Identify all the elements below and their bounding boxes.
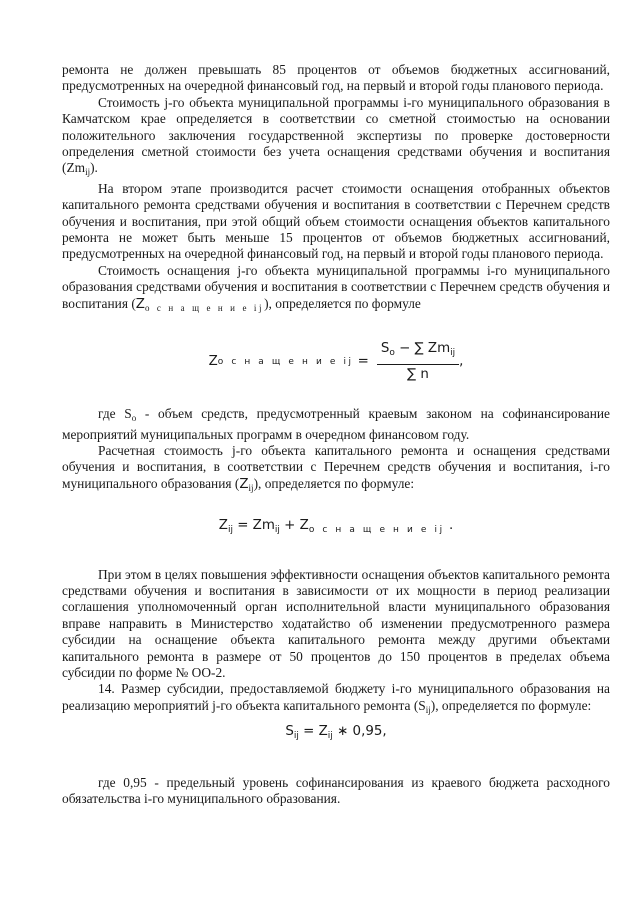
paragraph-cofinancing-level: где 0,95 - предельный уровень софинансирования из краевого бюджета расходного обязательства i-го муниципального образования.: [62, 774, 610, 806]
paragraph-estimated-cost: Расчетная стоимость j-го объекта капитального ремонта и оснащения средствами обучения и воспитания, в соответствии с Перечнем средств обучения и воспитания, i-го муниципального образования $(Z_{ij})$, определяется по формуле:: [62, 442, 610, 493]
formula-subsidy: $S_{ij} = Z_{ij}$ ∗ 0,95,: [285, 724, 387, 742]
paragraph-object-cost: Стоимость j-го объекта муниципальной программы i-го муниципального образования в Камчатском крае определяется в соответствии со сметной стоимостью на основании положительного заключения государственной экспертизы по проверке достоверности определения сметной стоимости без учета оснащения средствами обучения и воспитания $(Zm_{ij})$.: [62, 94, 610, 178]
paragraph-second-stage: На втором этапе производится расчет стоимости оснащения отобранных объектов капитального ремонта средствами обучения и воспитания в соответствии с Перечнем средств обучения и воспитания, при этой общий объем стоимости оснащения объектов капитального ремонта не может быть меньше 15 процентов от объемов бюджетных ассигнований, предусмотренных на очередной финансовый год, на первый и второй годы планового периода.: [62, 180, 610, 262]
paragraph-subsidy-size: 14. Размер субсидии, предоставляемой бюджету i-го муниципального образования на реализацию мероприятий j-го объекта капитального ремонта $(S_{ij})$, определяется по формуле:: [62, 681, 610, 715]
formula-equipment-cost: Z о с н а щ е н и е ij = $\frac{S_o - \sum Zm_{ij}}{\sum n}$ ,: [208, 341, 464, 382]
paragraph-so-definition: где $S_o$ - объем средств, предусмотренный краевым законом на софинансирование мероприятий муниципальных программ в очередном финансовом году.: [62, 406, 610, 442]
formula-total-cost: $Z_{ij} = Zm_{ij} + Z_{о с н а щ е н и е ij}$ .: [218, 518, 454, 536]
paragraph-equipment-cost: Стоимость оснащения j-го объекта муниципальной программы i-го муниципального образования средствами обучения и воспитания в соответствии с Перечнем средств обучения и воспитания $(Z_{о с н а щ е н и е ij})$, определяется по формуле: [62, 262, 610, 313]
paragraph-efficiency: При этом в целях повышения эффективности оснащения объектов капитального ремонта средствами обучения и воспитания в зависимости от их мощности в период реализации соглашения уполномоченный орган исполнительной власти муниципального образования вправе направить в Министерство ходатайство об изменении предусмотренного размера субсидии на оснащение объекта капитального ремонта между другими объектами капитального ремонта в размере от 50 процентов до 150 процентов в пределах объема субсидии по форме № ОО-2.: [62, 566, 610, 680]
paragraph-budget-limit: ремонта не должен превышать 85 процентов от объемов бюджетных ассигнований, предусмотренных на очередной финансовый год, на первый и второй годы планового периода.: [62, 62, 610, 94]
formula-fraction: $\frac{S_o - \sum Zm_{ij}}{\sum n}$: [377, 341, 459, 383]
